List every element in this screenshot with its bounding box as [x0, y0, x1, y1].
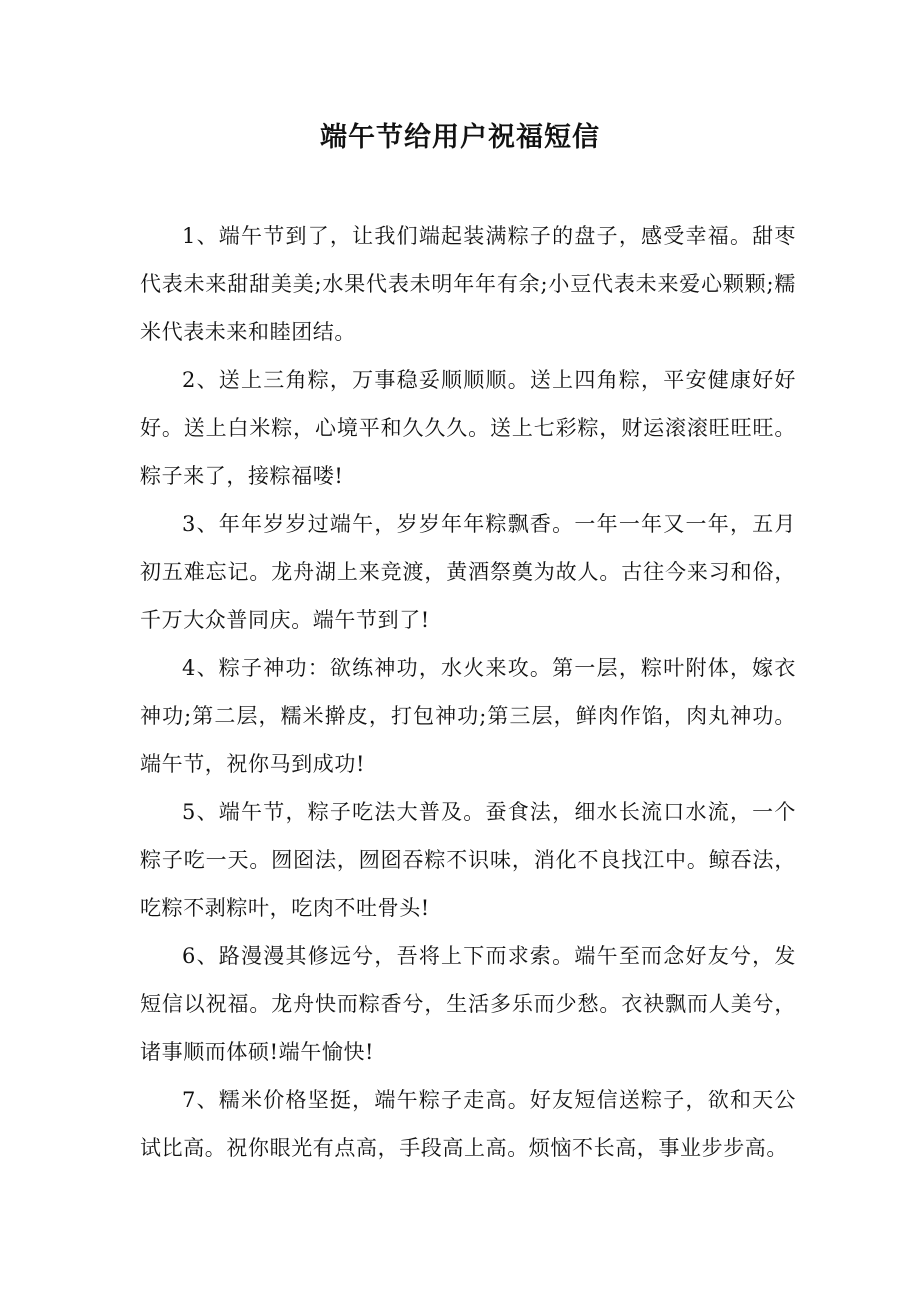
paragraph-2: 2、送上三角粽，万事稳妥顺顺顺。送上四角粽，平安健康好好好。送上白米粽，心境平和久久久。送上七彩粽，财运滚滚旺旺旺。粽子来了，接粽福喽! — [140, 368, 796, 488]
paragraph-4: 4、粽子神功：欲练神功，水火来攻。第一层，粽叶附体，嫁衣神功;第二层，糯米擀皮，打包神功;第三层，鲜肉作馅，肉丸神功。端午节，祝你马到成功! — [140, 656, 796, 776]
paragraph-3: 3、年年岁岁过端午，岁岁年年粽飘香。一年一年又一年，五月初五难忘记。龙舟湖上来竞渡，黄酒祭奠为故人。古往今来习和俗，千万大众普同庆。端午节到了! — [140, 512, 796, 632]
paragraph-1: 1、端午节到了，让我们端起装满粽子的盘子，感受幸福。甜枣代表未来甜甜美美;水果代表未明年年有余;小豆代表未来爱心颗颗;糯米代表未来和睦团结。 — [140, 224, 796, 344]
paragraph-5: 5、端午节，粽子吃法大普及。蚕食法，细水长流口水流，一个粽子吃一天。囫囵法，囫囵吞粽不识味，消化不良找江中。鲸吞法，吃粽不剥粽叶，吃肉不吐骨头! — [140, 800, 796, 920]
paragraph-7: 7、糯米价格坚挺，端午粽子走高。好友短信送粽子，欲和天公试比高。祝你眼光有点高，手段高上高。烦恼不长高，事业步步高。 — [140, 1088, 796, 1160]
document-title: 端午节给用户祝福短信 — [320, 122, 600, 153]
paragraph-6: 6、路漫漫其修远兮，吾将上下而求索。端午至而念好友兮，发短信以祝福。龙舟快而粽香兮，生活多乐而少愁。衣袂飘而人美兮，诸事顺而体硕!端午愉快! — [140, 944, 796, 1064]
document-body — [140, 212, 796, 1172]
